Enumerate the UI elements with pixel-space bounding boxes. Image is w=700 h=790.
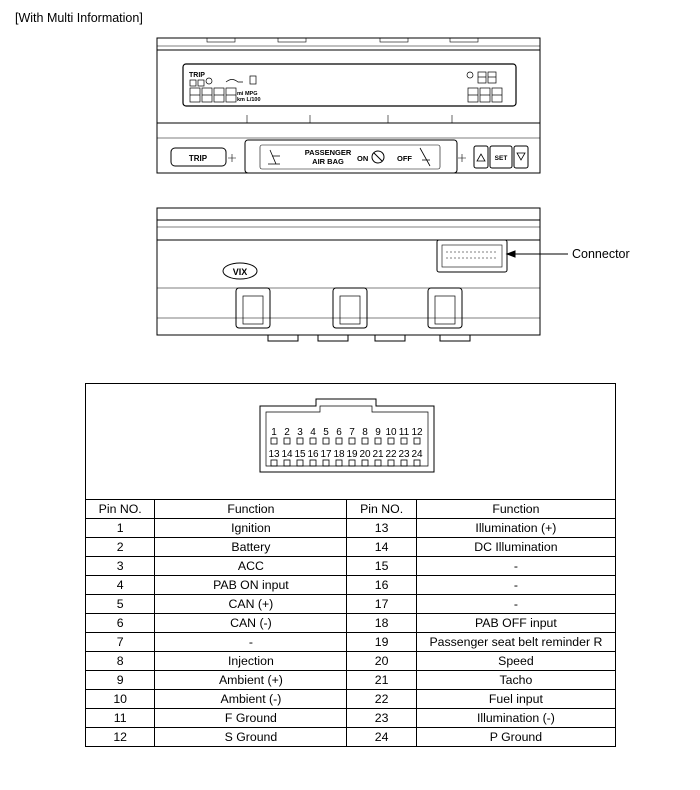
pin-number: 12 [411,427,423,438]
pin-socket [271,438,277,444]
table-cell-func-b: Fuel input [416,690,615,709]
table-row [86,576,616,595]
pin-number: 5 [323,427,329,438]
pin-number: 19 [346,449,358,460]
table-cell-func-a: CAN (-) [155,614,347,633]
table-cell-pin-b: 14 [347,538,416,557]
pin-number: 10 [385,427,397,438]
table-cell-func-a: CAN (+) [155,595,347,614]
table-row [86,652,616,671]
airbag-line2: AIR BAG [312,157,344,166]
pin-socket [414,438,420,444]
table-cell-pin-b: 16 [347,576,416,595]
pin-number: 24 [411,449,423,460]
table-cell-pin-a: 1 [86,519,155,538]
pin-number: 1 [271,427,277,438]
pin-socket [310,460,316,466]
pin-socket [284,438,290,444]
table-row [86,595,616,614]
table-cell-func-b: PAB OFF input [416,614,615,633]
table-cell-pin-a: 2 [86,538,155,557]
pin-socket [388,460,394,466]
pin-socket [284,460,290,466]
pin-number: 4 [310,427,316,438]
pin-number: 11 [398,427,410,438]
pin-socket [362,438,368,444]
connector-label: Connector [572,247,630,261]
table-cell-func-a: Battery [155,538,347,557]
pin-socket [375,460,381,466]
table-row [86,709,616,728]
pin-number: 23 [398,449,410,460]
pin-number: 21 [372,449,384,460]
pin-number: 16 [307,449,319,460]
table-cell-pin-a: 8 [86,652,155,671]
lcd-trip-label: TRIP [189,72,205,79]
table-cell-func-b: Tacho [416,671,615,690]
table-row [86,614,616,633]
table-row [86,519,616,538]
pin-socket [388,438,394,444]
table-header-row [86,500,616,519]
table-cell-func-a: ACC [155,557,347,576]
table-row [86,633,616,652]
pin-socket [375,438,381,444]
header-function-b: Function [416,500,615,519]
table-cell-pin-b: 18 [347,614,416,633]
table-row [86,728,616,747]
table-cell-pin-b: 19 [347,633,416,652]
pin-socket [401,438,407,444]
table-cell-pin-a: 4 [86,576,155,595]
pin-socket [414,460,420,466]
table-cell-pin-b: 23 [347,709,416,728]
table-cell-pin-b: 17 [347,595,416,614]
airbag-line1: PASSENGER [304,148,352,157]
table-cell-pin-b: 24 [347,728,416,747]
table-cell-func-b: DC Illumination [416,538,615,557]
pin-socket [362,460,368,466]
table-cell-func-a: S Ground [155,728,347,747]
table-cell-func-a: Injection [155,652,347,671]
table-cell-pin-a: 12 [86,728,155,747]
table-cell-func-a: - [155,633,347,652]
pin-number: 2 [284,427,290,438]
table-cell-func-b: Speed [416,652,615,671]
airbag-off-label: OFF [397,154,412,163]
pin-socket [401,460,407,466]
set-button: SET [494,155,508,162]
pin-socket [349,460,355,466]
pin-function-table [85,499,616,747]
pin-socket [271,460,277,466]
table-cell-func-b: Passenger seat belt reminder R [416,633,615,652]
pin-number: 20 [359,449,371,460]
airbag-on-label: ON [357,154,369,163]
table-cell-pin-b: 13 [347,519,416,538]
table-cell-func-a: Ignition [155,519,347,538]
pin-socket [349,438,355,444]
table-cell-func-b: Illumination (+) [416,519,615,538]
table-cell-pin-a: 7 [86,633,155,652]
lcd-mpg-label: mi MPG [237,91,258,97]
table-cell-func-b: - [416,595,615,614]
table-row [86,671,616,690]
table-cell-func-a: PAB ON input [155,576,347,595]
table-cell-pin-b: 15 [347,557,416,576]
header-function-a: Function [155,500,347,519]
page-heading: [With Multi Information] [15,11,143,25]
table-cell-pin-a: 11 [86,709,155,728]
header-pin-no-b: Pin NO. [347,500,416,519]
table-cell-pin-b: 22 [347,690,416,709]
table-cell-pin-a: 3 [86,557,155,576]
connector-pinout-box [85,383,616,500]
pin-number: 7 [349,427,355,438]
table-cell-pin-b: 20 [347,652,416,671]
pin-socket [297,438,303,444]
pin-number: 22 [385,449,397,460]
header-pin-no-a: Pin NO. [86,500,155,519]
pin-number: 18 [333,449,345,460]
table-cell-pin-a: 9 [86,671,155,690]
table-cell-func-b: - [416,557,615,576]
table-row [86,557,616,576]
table-cell-pin-b: 21 [347,671,416,690]
table-row [86,690,616,709]
table-cell-pin-a: 5 [86,595,155,614]
pin-socket [336,460,342,466]
table-cell-func-b: Illumination (-) [416,709,615,728]
table-cell-func-a: F Ground [155,709,347,728]
pin-number: 13 [268,449,280,460]
table-cell-func-b: - [416,576,615,595]
pin-number: 6 [336,427,342,438]
table-cell-func-a: Ambient (-) [155,690,347,709]
pin-socket [297,460,303,466]
table-row [86,538,616,557]
cluster-back-view [157,208,568,341]
back-badge: VIX [232,267,248,277]
pin-socket [323,438,329,444]
pin-socket [310,438,316,444]
lcd-l100-label: km L/100 [237,97,261,103]
pin-socket [323,460,329,466]
pin-number: 15 [294,449,306,460]
table-cell-func-b: P Ground [416,728,615,747]
connector-face [86,384,617,501]
pin-number: 8 [362,427,368,438]
pin-number: 17 [320,449,332,460]
table-cell-func-a: Ambient (+) [155,671,347,690]
pin-number: 14 [281,449,293,460]
trip-button: TRIP [188,154,208,163]
table-cell-pin-a: 6 [86,614,155,633]
pin-number: 3 [297,427,303,438]
pin-socket [336,438,342,444]
table-cell-pin-a: 10 [86,690,155,709]
pin-number: 9 [375,427,381,438]
